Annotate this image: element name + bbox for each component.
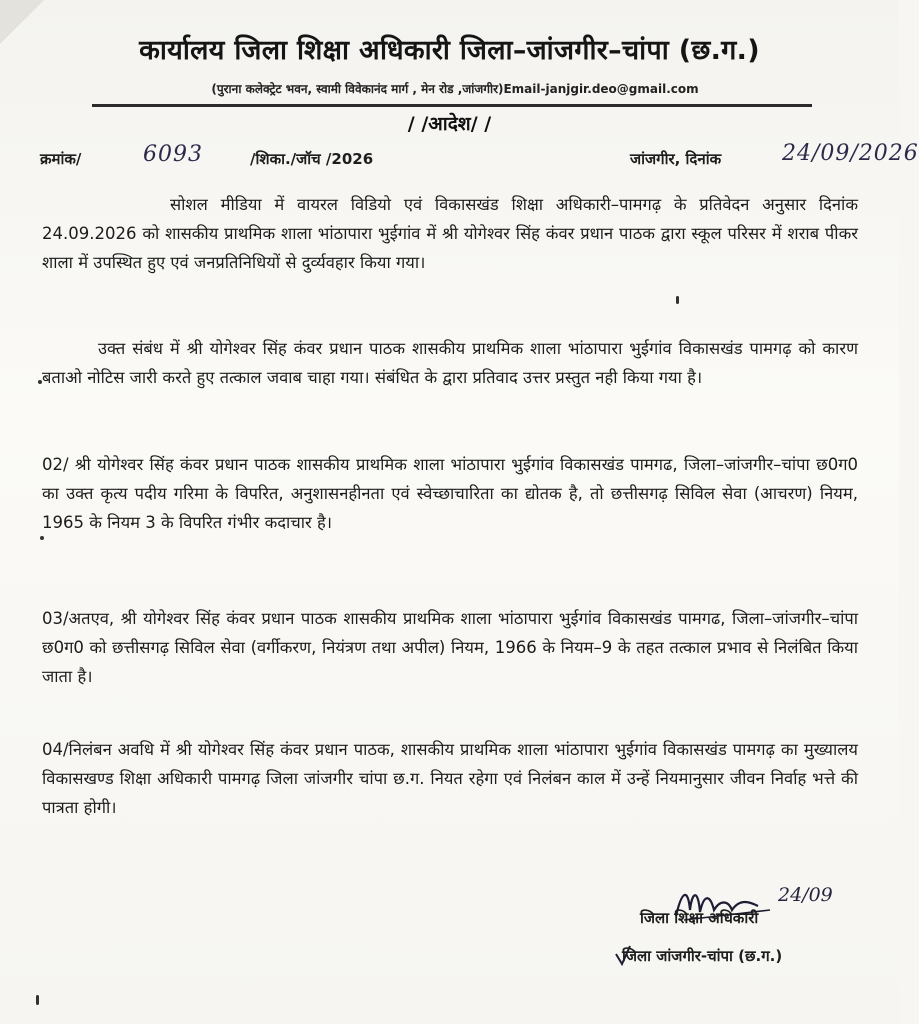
place-date-label: जांजगीर, दिनांक [630,150,722,168]
margin-speck [38,380,42,384]
margin-speck [40,536,44,540]
paragraph-headquarters: 04/निलंबन अवधि में श्री योगेश्वर सिंह कंवर प्रधान पाठक, शासकीय प्राथमिक शाला भांठापारा भुईगांव विकासखंड पामगढ़ का मुख्यालय विकासखण्ड शिक्षा अधिकारी पामगढ़ जिला जांजगीर चांपा छ.ग. नियत रहेगा एवं निलंबन काल में उन्हें नियमानुसार जीवन निर्वाह भत्ते की पात्रता होगी। [42,740,858,817]
office-address: (पुराना कलेक्ट्रेट भवन, स्वामी विवेकानंद मार्ग , मेन रोड ,जांजगीर)Email-janjgir.deo@gmail.com [211,82,699,96]
signature-date: 24/09 [778,884,833,906]
office-title: कार्यालय जिला शिक्षा अधिकारी जिला–जांजगीर–चांपा (छ.ग.) [139,35,760,66]
margin-speck [36,995,39,1005]
reference-prefix: क्रमांक/ [40,150,82,168]
issue-date: 24/09/2026 [782,141,919,166]
header-divider [92,104,812,107]
reference-number: 6093 [143,142,203,167]
reference-suffix: /शिका./जॉच /2026 [250,150,374,168]
paragraph-show-cause: उक्त संबंध में श्री योगेश्वर सिंह कंवर प्रधान पाठक शासकीय प्राथमिक शाला भांठापारा भुईगांव विकासखंड पामगढ़ को कारण बताओ नोटिस जारी करते हुए तत्काल जवाब चाहा गया। संबंधित के द्वारा प्रतिवाद उत्तर प्रस्तुत नही किया गया है। [42,339,858,387]
paragraph-misconduct: 02/ श्री योगेश्वर सिंह कंवर प्रधान पाठक शासकीय प्राथमिक शाला भांठापारा भुईगांव विकासखंड पामगढ, जिला–जांजगीर–चांपा छ0ग0 का उक्त कृत्य पदीय गरिमा के विपरित, अनुशासनहीनता एवं स्वेच्छाचारिता का द्योतक है, तो छत्तीसगढ़ सिविल सेवा (आचरण) नियम, 1965 के नियम 3 के विपरित गंभीर कदाचार है। [42,455,858,532]
reference-row [40,141,919,175]
paragraph-suspension: 03/अतएव, श्री योगेश्वर सिंह कंवर प्रधान पाठक शासकीय प्राथमिक शाला भांठापारा भुईगांव विकासखंड पामगढ, जिला–जांजगीर–चांपा छ0ग0 को छत्तीसगढ़ सिविल सेवा (वर्गीकरण, नियंत्रण तथा अपील) नियम, 1966 के नियम–9 के तहत तत्काल प्रभाव से निलंबित किया जाता है। [42,609,858,686]
signatory-district: जिला जांजगीर-चांपा (छ.ग.) [622,947,783,965]
signature-block [600,880,880,990]
paragraph-incident: सोशल मीडिया में वायरल विडियो एवं विकासखंड शिक्षा अधिकारी–पामगढ़ के प्रतिवेदन अनुसार दिनांक 24.09.2026 को शासकीय प्राथमिक शाला भांठापारा भुईगांव में श्री योगेश्वर सिंह कंवर प्रधान पाठक द्वारा स्कूल परिसर में शराब पीकर शाला में उपस्थित हुए एवं जनप्रतिनिधियों से दुर्व्यवहार किया गया। [42,195,858,272]
signatory-designation: जिला शिक्षा अधिकारी [640,909,759,927]
order-heading: / /आदेश/ / [407,113,492,135]
margin-speck [676,296,679,304]
